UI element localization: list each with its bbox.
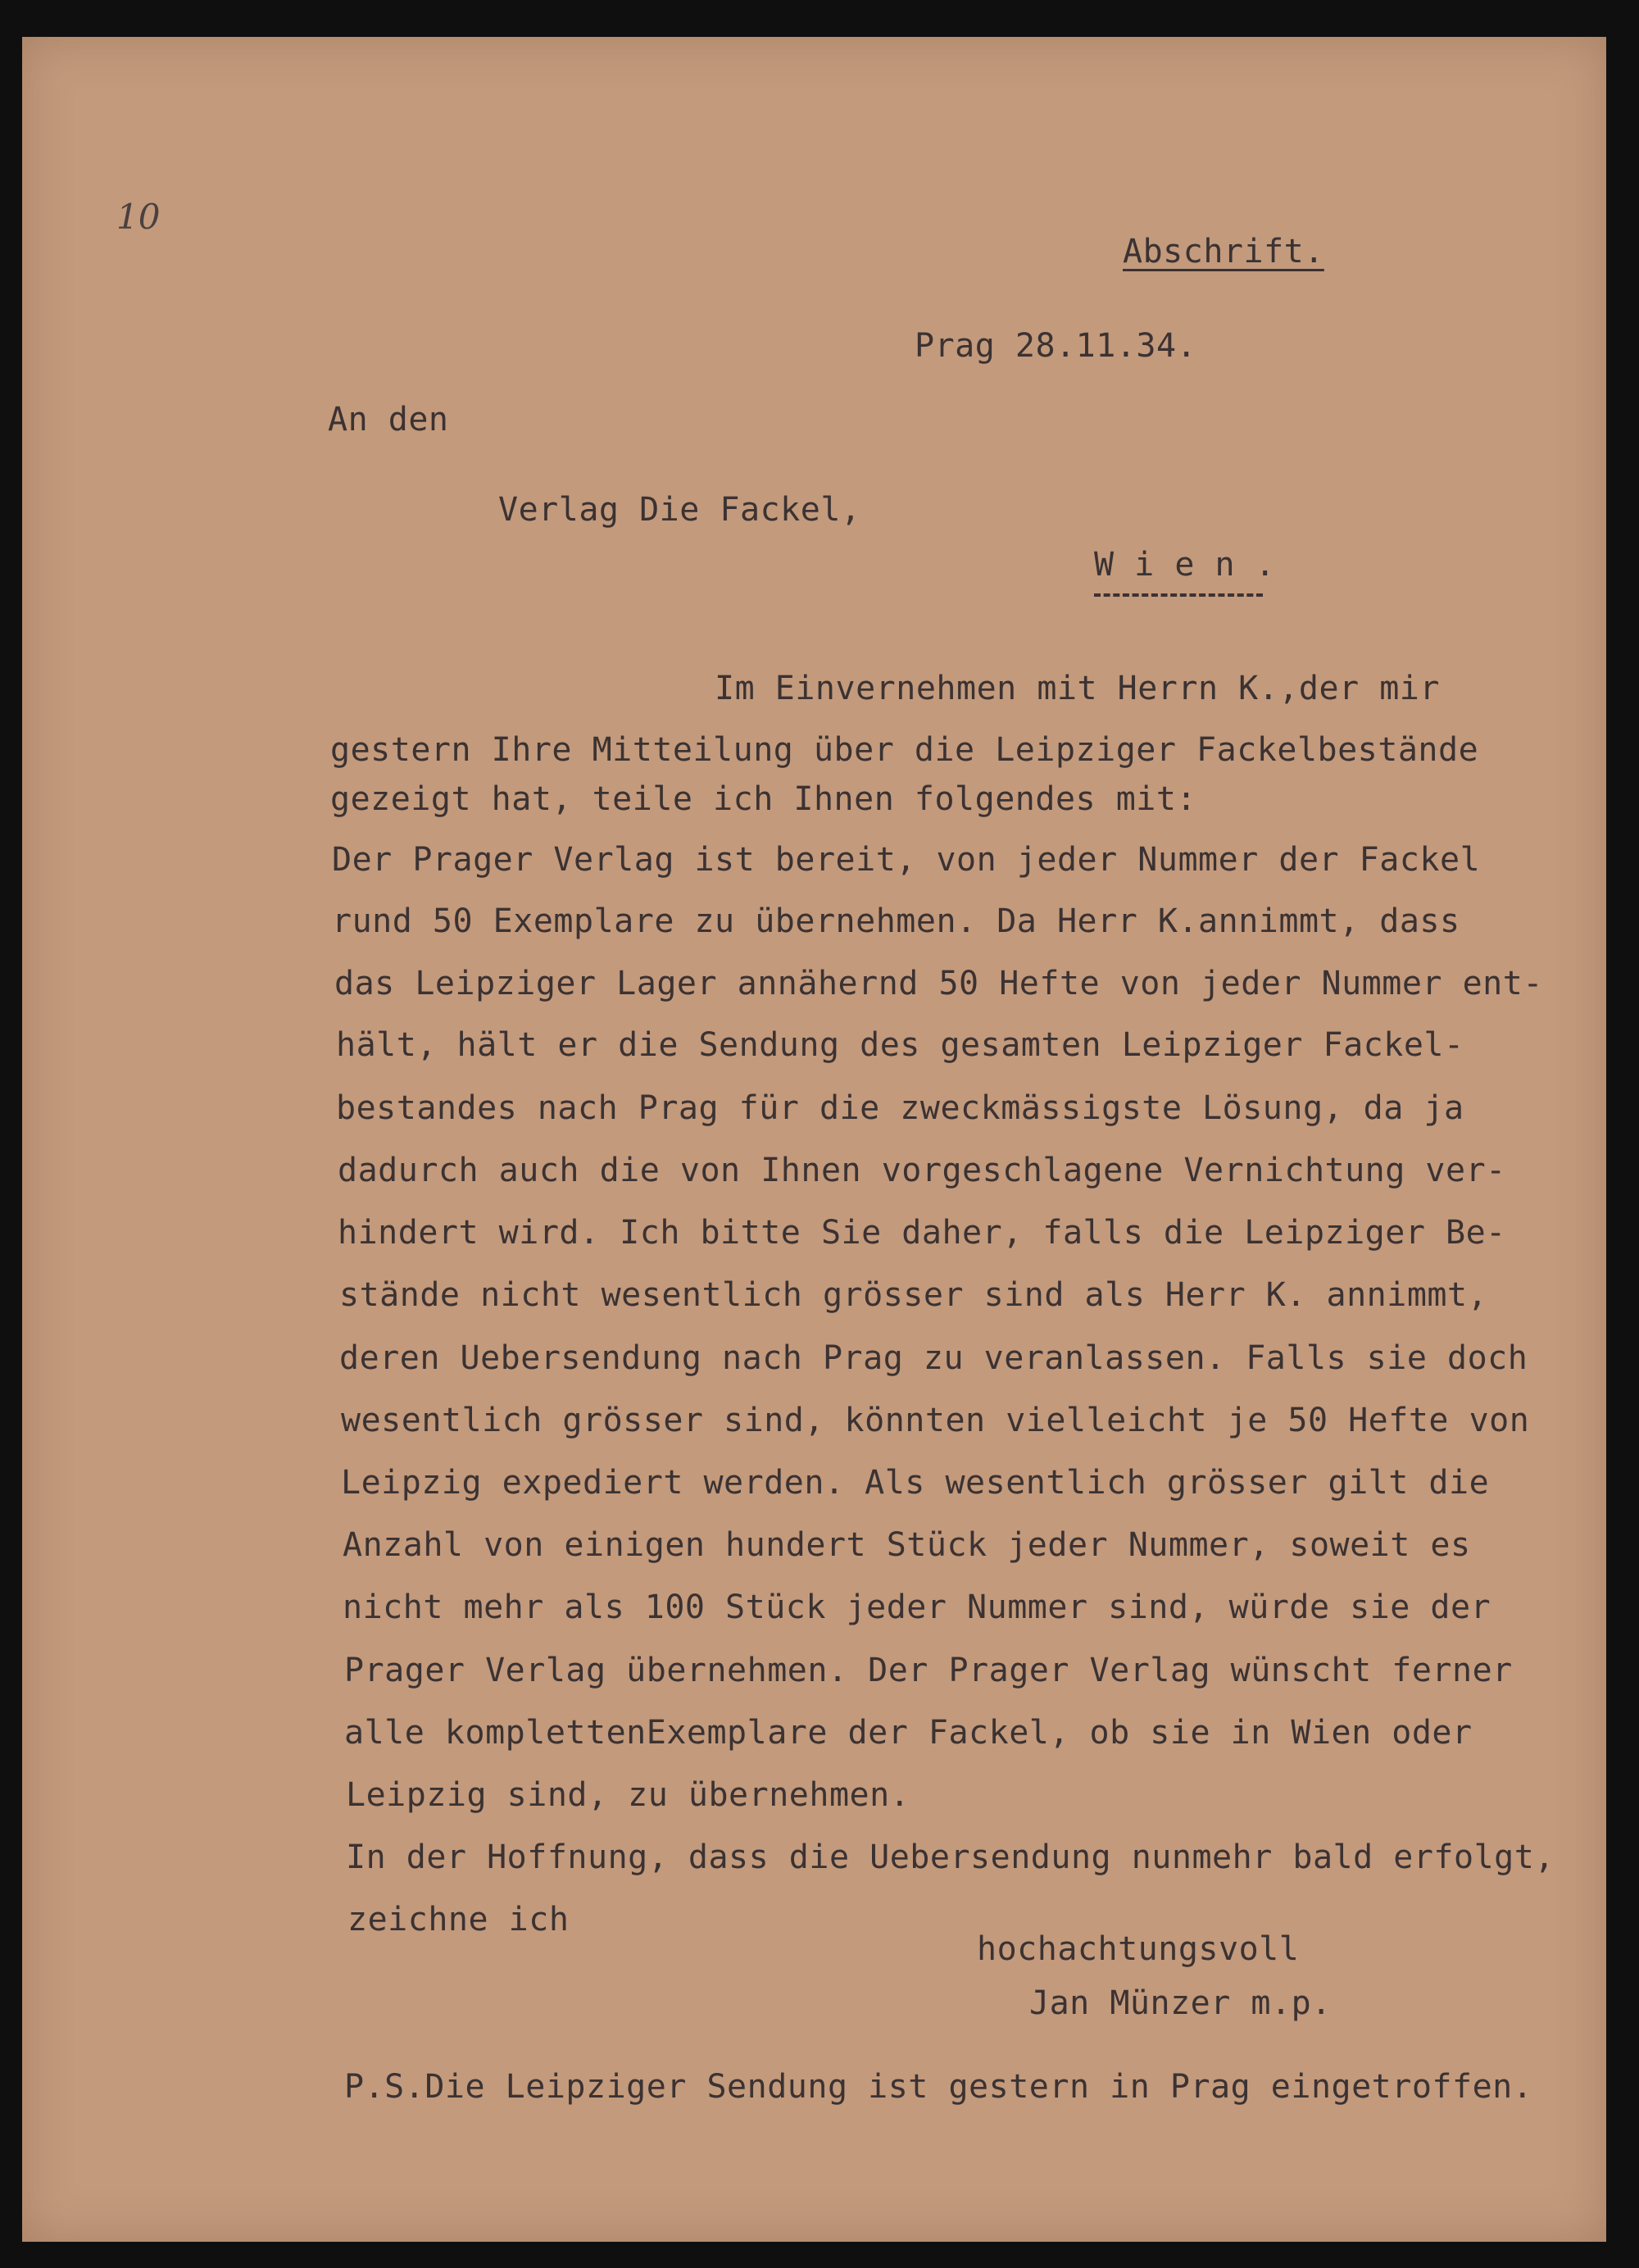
signature: Jan Münzer m.p. <box>1029 1984 1332 2022</box>
body-line-4: Der Prager Verlag ist bereit, von jeder Nummer der Fackel <box>332 841 1481 879</box>
body-line-20: In der Hoffnung, dass die Uebersendung nunmehr bald erfolgt, <box>346 1838 1555 1876</box>
body-line-18: alle komplettenExemplare der Fackel, ob sie in Wien oder <box>344 1714 1473 1752</box>
body-line-17: Prager Verlag übernehmen. Der Prager Verlag wünscht ferner <box>344 1652 1513 1689</box>
postscript: P.S.Die Leipziger Sendung ist gestern in Prag eingetroffen. <box>344 2068 1533 2106</box>
body-line-11: stände nicht wesentlich grösser sind als Herr K. annimmt, <box>339 1276 1488 1314</box>
body-line-6: das Leipziger Lager annähernd 50 Hefte von jeder Nummer ent- <box>334 965 1543 1002</box>
city-underline <box>1094 593 1263 597</box>
place-date: Prag 28.11.34. <box>915 327 1197 365</box>
body-line-8: bestandes nach Prag für die zweckmässigste Lösung, da ja <box>336 1089 1464 1127</box>
body-line-12: deren Uebersendung nach Prag zu veranlassen. Falls sie doch <box>339 1339 1528 1377</box>
body-line-2: gestern Ihre Mitteilung über die Leipziger Fackelbestände <box>330 731 1479 769</box>
body-line-16: nicht mehr als 100 Stück jeder Nummer sind, würde sie der <box>343 1589 1491 1626</box>
letter-heading: Abschrift. <box>1123 233 1324 270</box>
body-line-15: Anzahl von einigen hundert Stück jeder Nummer, soweit es <box>343 1526 1471 1564</box>
closing: hochachtungsvoll <box>977 1930 1300 1968</box>
body-line-9: dadurch auch die von Ihnen vorgeschlagene Vernichtung ver- <box>338 1152 1506 1189</box>
body-line-1: Im Einvernehmen mit Herrn K.,der mir <box>715 670 1440 707</box>
body-line-7: hält, hält er die Sendung des gesamten Leipziger Fackel- <box>336 1026 1464 1064</box>
body-line-14: Leipzig expediert werden. Als wesentlich grösser gilt die <box>341 1464 1490 1502</box>
body-line-13: wesentlich grösser sind, könnten vielleicht je 50 Hefte von <box>341 1402 1530 1439</box>
address-city: W i e n . <box>1094 546 1276 584</box>
body-line-3: gezeigt hat, teile ich Ihnen folgendes mit: <box>330 780 1197 818</box>
body-line-5: rund 50 Exemplare zu übernehmen. Da Herr K.annimmt, dass <box>332 902 1460 940</box>
body-line-10: hindert wird. Ich bitte Sie daher, falls die Leipziger Be- <box>338 1214 1506 1252</box>
body-line-21: zeichne ich <box>347 1901 570 1938</box>
margin-note: 10 <box>116 197 161 237</box>
address-line-2: Verlag Die Fackel, <box>498 491 861 529</box>
letter-sheet <box>22 37 1606 2242</box>
body-line-19: Leipzig sind, zu übernehmen. <box>346 1776 910 1814</box>
address-line-1: An den <box>328 401 449 439</box>
